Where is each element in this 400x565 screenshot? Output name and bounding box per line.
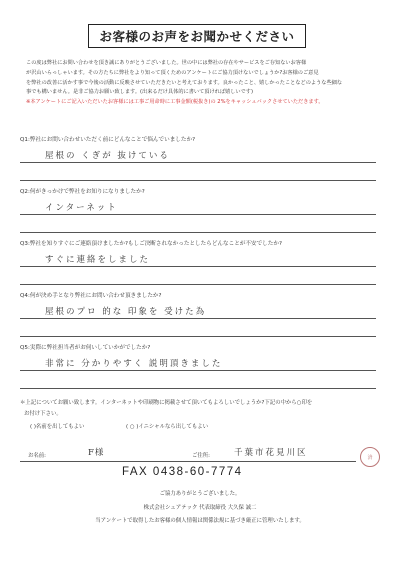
question-4: Q4:何が決め手となり弊社にお問い合わせ頂きましたか? [20, 293, 162, 299]
answer-line [20, 336, 376, 337]
received-stamp: 済 [360, 447, 380, 467]
answer-2: インターネット [45, 203, 118, 213]
consent-option-name[interactable]: ( )名前を出してもよい [30, 424, 85, 430]
answer-line [20, 388, 376, 389]
answer-4: 屋根のプロ 的な 印象を 受けた為 [45, 307, 207, 317]
privacy-text: 当アンケートで取得したお客様の個人情報は関係法規に基づき厳正に管理いたします。 [95, 518, 305, 524]
answer-line [20, 214, 376, 215]
answer-line [20, 370, 376, 371]
name-value: F様 [88, 448, 105, 458]
answer-line [20, 284, 376, 285]
answer-line [20, 232, 376, 233]
address-label: ご住所: [192, 453, 210, 459]
consent-text-2: お付け下さい。 [24, 411, 62, 417]
address-value: 千葉市花見川区 [234, 448, 308, 458]
consent-text: ＊上記についてお願い致します。インターネットや印刷物に掲載させて頂いてもよろしいでしょうか?下記の中から○印を [20, 400, 313, 406]
intro-line: 事でも構いません。是非ご協力お願い致します。(出来るだけ具体的に書いて頂ければ嬉しいです) [26, 89, 254, 96]
answer-5: 非常に 分かりやすく 説明頂きました [45, 359, 223, 369]
fax-number: FAX 0438-60-7774 [122, 466, 243, 478]
name-address-line [20, 461, 356, 462]
answer-3: すぐに連絡をしました [45, 255, 151, 265]
question-1: Q1:弊社にお問い合わせいただく前にどんなことで悩んでいましたか? [20, 137, 196, 143]
cashback-note: ※本アンケートにご記入いただいたお客様には工事ご用命時に工事金額(税抜き)の 2%をキャッシュバックさせていただきます。 [26, 99, 324, 106]
intro-text [26, 59, 378, 108]
question-5: Q5:実際に弊社担当者がお伺いしていかがでしたか? [20, 345, 151, 351]
question-3: Q3:弊社を知りすぐにご連絡頂けましたか?もしご決断されなかったとしたらどんなことが不安でしたか? [20, 241, 282, 247]
name-label: お名前: [28, 453, 46, 459]
answer-line [20, 180, 376, 181]
page-title: お客様のお声をお聞かせください [88, 24, 306, 48]
question-2: Q2:何がきっかけで弊社をお知りになりましたか? [20, 189, 145, 195]
thanks-text: ご協力ありがとうございました。 [159, 491, 241, 497]
consent-option-initial[interactable]: ( ○ )イニシャルなら出してもよい [126, 424, 209, 430]
answer-line [20, 266, 376, 267]
intro-line: この度は弊社にお問い合わせを頂き誠にありがとうございました。世の中には弊社の存在やサービスをご存知ないお客様 [26, 60, 307, 66]
answer-line [20, 318, 376, 319]
company-text: 株式会社シェアテック 代表取締役 大久保 誠二 [143, 505, 257, 511]
intro-line: が沢山いらっしゃいます。その方たちに弊社をより知って頂くためのアンケートにご協力頂けないでしょうか?お客様のご意見 [26, 69, 319, 76]
answer-1: 屋根の くぎが 抜けている [45, 151, 170, 161]
intro-line: を弊社の改善に活かす事で今後の活動に反映させていただきたいと考えております。良かったこと、嬉しかったことなどのような些細な [26, 79, 343, 86]
answer-line [20, 162, 376, 163]
